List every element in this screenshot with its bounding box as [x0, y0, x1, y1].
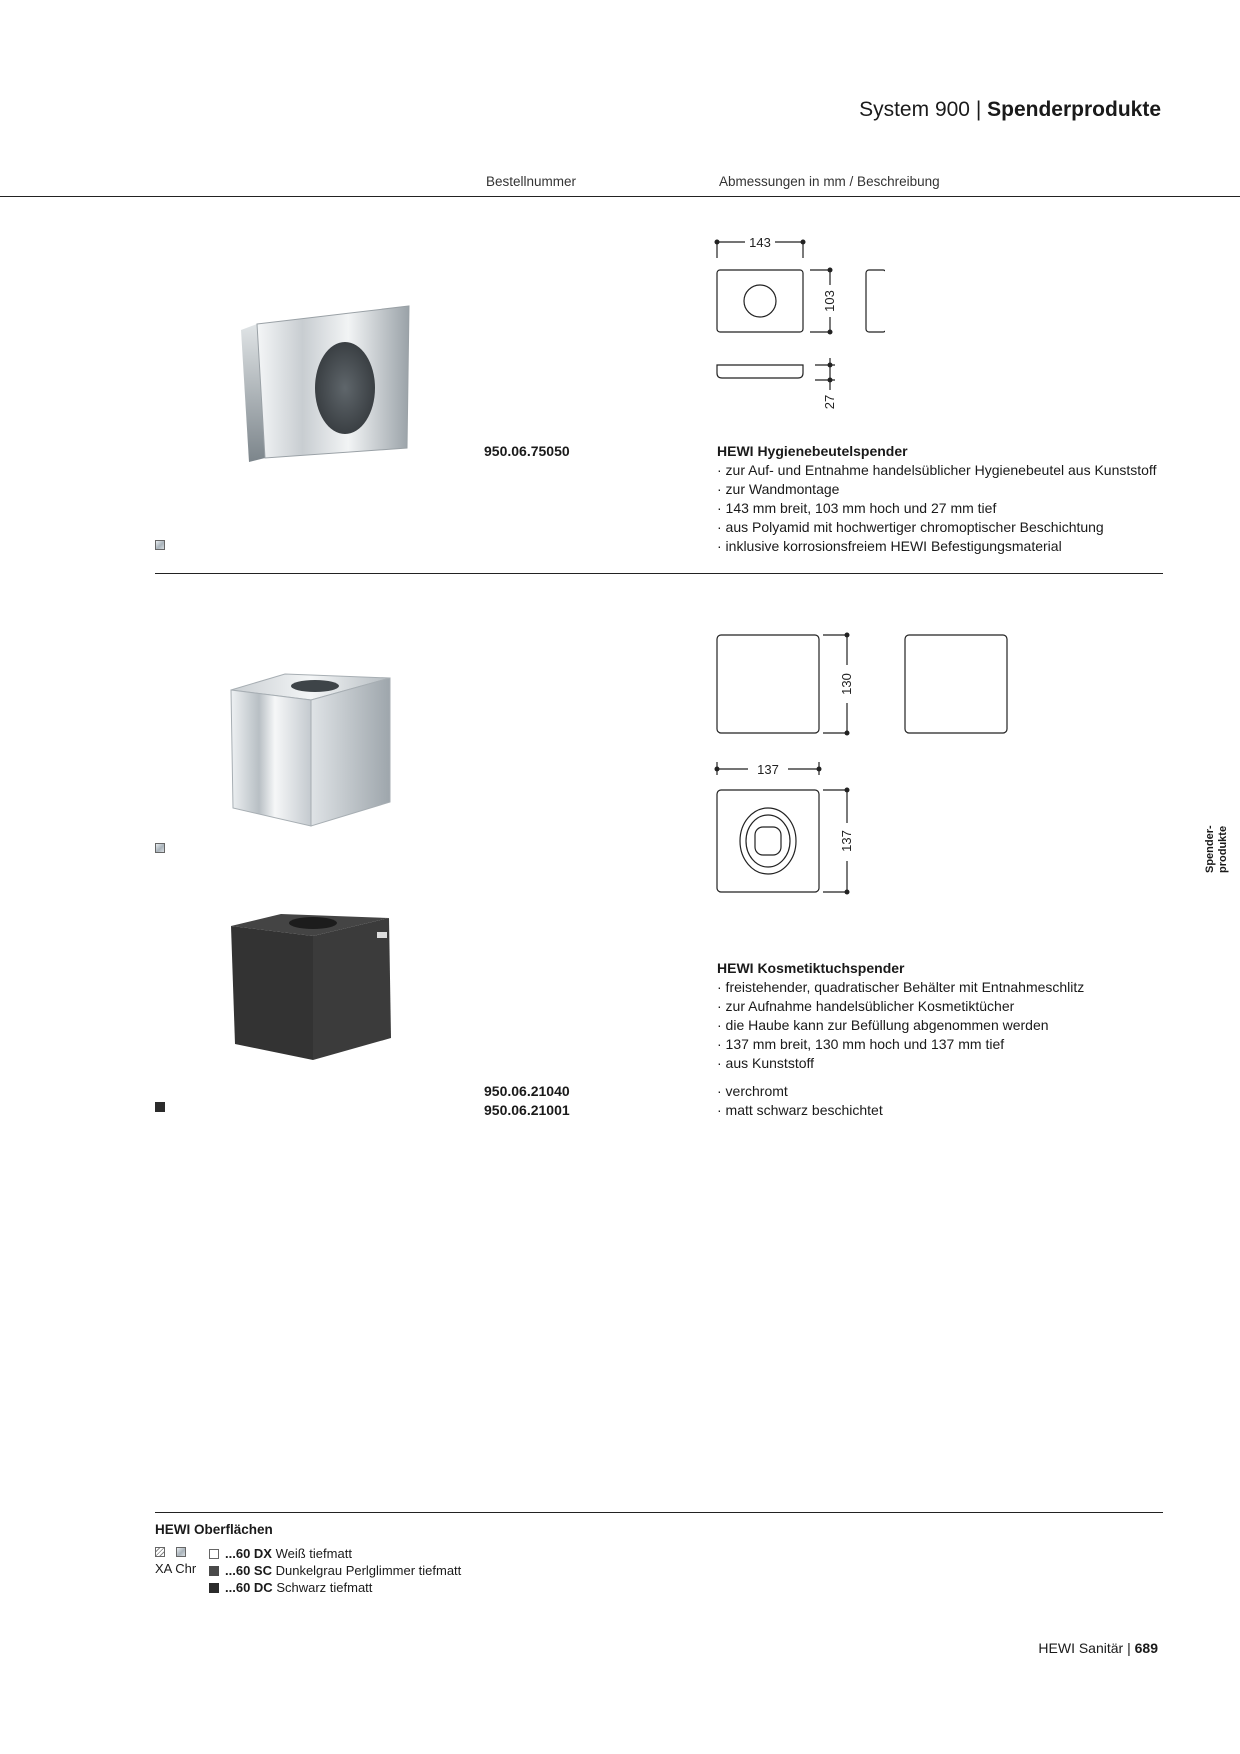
- surface-code: ...60 DC: [225, 1580, 273, 1595]
- finish-swatch-chrome: [176, 1547, 186, 1557]
- side-register-tab: [1204, 825, 1234, 933]
- surface-name: Weiß tiefmatt: [275, 1546, 352, 1561]
- dim-depth-label: 27: [822, 394, 837, 410]
- page-number: 689: [1134, 1640, 1158, 1656]
- hygiene-dispenser-dimension-drawing: [705, 230, 885, 415]
- surface-name: Dunkelgrau Perlglimmer tiefmatt: [275, 1563, 462, 1578]
- description-line: · freistehender, quadratischer Behälter mit Entnahmeschlitz: [717, 979, 1085, 995]
- surfaces-title: HEWI Oberflächen: [155, 1522, 273, 1537]
- tissue-dispenser-black-image: [225, 910, 395, 1065]
- product2-finish-chrome: · verchromt: [717, 1083, 788, 1099]
- header-rule: [0, 196, 1240, 197]
- title-separator: |: [975, 98, 982, 121]
- description-line: · aus Polyamid mit hochwertiger chromoptischer Beschichtung: [717, 519, 1104, 535]
- finish-swatch-white: [209, 1549, 219, 1559]
- tissue-dispenser-chrome-image: [225, 670, 395, 830]
- description-line: · 137 mm breit, 130 mm hoch und 137 mm tief: [717, 1036, 1005, 1052]
- system-name: System 900: [859, 98, 970, 121]
- product2-order-number-black: 950.06.21001: [484, 1102, 570, 1118]
- dim-depth-label: 137: [839, 830, 854, 852]
- page-title: [859, 98, 1161, 122]
- surfaces-xa-label: XA Chr: [155, 1561, 197, 1576]
- surface-code: ...60 DX: [225, 1546, 272, 1561]
- hygiene-dispenser-image: [235, 300, 415, 470]
- finish-swatch-chrome: [155, 540, 165, 550]
- category-name: Spenderprodukte: [987, 98, 1161, 121]
- tissue-dispenser-dimension-drawing: [705, 625, 1025, 900]
- finish-swatch-black: [209, 1583, 219, 1593]
- side-tab-line2: produkte: [1217, 825, 1229, 873]
- product1-order-number: 950.06.75050: [484, 443, 570, 459]
- finish-swatch-chrome: [155, 843, 165, 853]
- finish-swatch-xa: [155, 1547, 165, 1557]
- surfaces-rule: [155, 1512, 1163, 1513]
- surface-name: Schwarz tiefmatt: [276, 1580, 373, 1595]
- description-line: · aus Kunststoff: [717, 1055, 815, 1071]
- product1-title: HEWI Hygienebeutelspender: [717, 443, 908, 459]
- dim-width-label: 143: [749, 235, 771, 250]
- description-line: · die Haube kann zur Befüllung abgenommen werden: [717, 1017, 1049, 1033]
- dim-width-label: 137: [757, 762, 779, 777]
- product1-description: [717, 461, 1156, 556]
- product2-finish-black: · matt schwarz beschichtet: [717, 1102, 883, 1118]
- finish-swatch-black: [155, 1102, 165, 1112]
- product2-title: HEWI Kosmetiktuchspender: [717, 960, 905, 976]
- finish-swatch-darkgrey: [209, 1566, 219, 1576]
- description-line: · inklusive korrosionsfreiem HEWI Befestigungsmaterial: [717, 538, 1062, 554]
- surface-item: [209, 1545, 461, 1562]
- description-line: · zur Auf- und Entnahme handelsüblicher Hygienebeutel aus Kunststoff: [717, 462, 1157, 478]
- surfaces-list: [209, 1545, 461, 1596]
- description-line: · zur Wandmontage: [717, 481, 840, 497]
- product2-description: [717, 978, 1084, 1073]
- dim-height-label: 103: [822, 290, 837, 312]
- surface-item: [209, 1579, 461, 1596]
- page-footer: [1038, 1640, 1158, 1656]
- column-header-order: Bestellnummer: [486, 174, 577, 189]
- dim-height-label: 130: [839, 673, 854, 695]
- surface-code: ...60 SC: [225, 1563, 272, 1578]
- column-header-dimensions: Abmessungen in mm / Beschreibung: [719, 174, 940, 189]
- description-line: · zur Aufnahme handelsüblicher Kosmetiktücher: [717, 998, 1015, 1014]
- side-tab-line1: Spender-: [1204, 825, 1216, 873]
- surface-item: [209, 1562, 461, 1579]
- description-line: · 143 mm breit, 103 mm hoch und 27 mm tief: [717, 500, 997, 516]
- product2-order-number-chrome: 950.06.21040: [484, 1083, 570, 1099]
- footer-brand: HEWI Sanitär: [1038, 1640, 1124, 1656]
- section-divider: [155, 573, 1163, 574]
- footer-separator: |: [1127, 1640, 1131, 1656]
